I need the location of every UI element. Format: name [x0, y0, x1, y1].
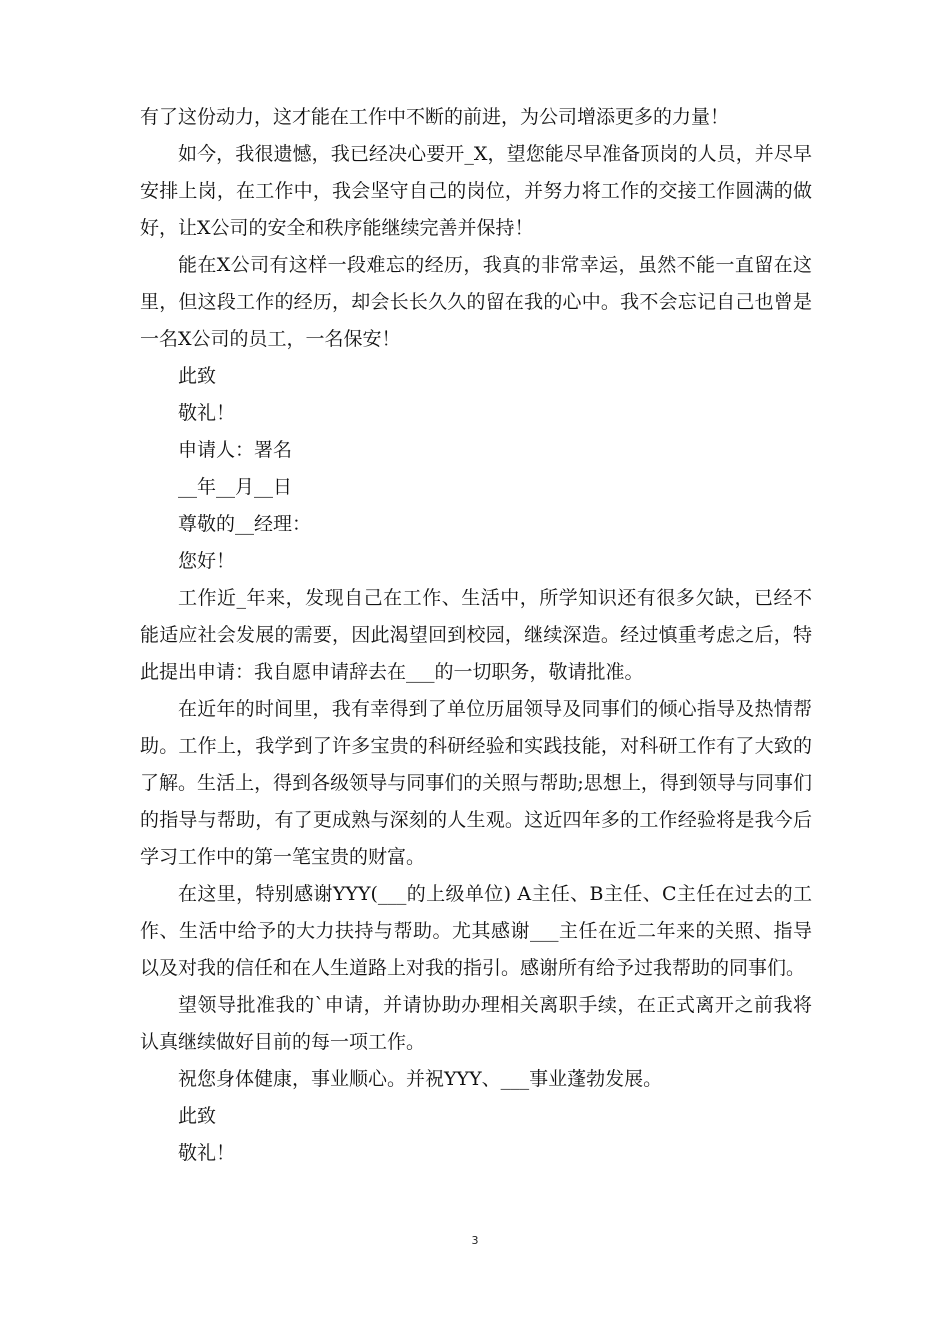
paragraph-wishes: 祝您身体健康，事业顺心。并祝YYY、___事业蓬勃发展。 [178, 1068, 663, 1090]
closing-cizhi-2: 此致 [178, 1105, 217, 1127]
closing-jingli-1: 敬礼！ [178, 402, 236, 424]
paragraph-thanks: 在这里，特别感谢YYY(___的上级单位) A主任、B主任、C主任在过去的工作、生活中给予的大力扶持与帮助。尤其感谢___主任在近二年来的关照、指导以及对我的信任和在人生道路上对我的指引。感谢所有给予过我帮助的同事们。 [140, 883, 812, 979]
page-number: 3 [471, 1234, 479, 1247]
closing-cizhi-1: 此致 [178, 365, 217, 387]
date-line: __年__月__日 [178, 476, 293, 498]
salutation: 尊敬的__经理： [178, 513, 312, 535]
greeting: 您好！ [178, 550, 236, 572]
closing-jingli-2: 敬礼！ [178, 1142, 236, 1164]
paragraph-3: 能在X公司有这样一段难忘的经历，我真的非常幸运，虽然不能一直留在这里，但这段工作的经历，却会长长久久的留在我的心中。我不会忘记自己也曾是一名X公司的员工，一名保安！ [140, 254, 812, 350]
paragraph-request: 望领导批准我的`申请，并请协助办理相关离职手续，在正式离开之前我将认真继续做好目前的每一项工作。 [140, 994, 812, 1053]
paragraph-1: 有了这份动力，这才能在工作中不断的前进，为公司增添更多的力量！ [140, 106, 730, 128]
paragraph-gratitude: 在近年的时间里，我有幸得到了单位历届领导及同事们的倾心指导及热情帮助。工作上，我学到了许多宝贵的科研经验和实践技能，对科研工作有了大致的了解。生活上，得到各级领导与同事们的关照与帮助;思想上，得到领导与同事们的指导与帮助，有了更成熟与深刻的人生观。这近四年多的工作经验将是我今后学习工作中的第一笔宝贵的财富。 [140, 698, 812, 868]
paragraph-2: 如今，我很遗憾，我已经决心要开_X，望您能尽早准备顶岗的人员，并尽早安排上岗，在工作中，我会坚守自己的岗位，并努力将工作的交接工作圆满的做好，让X公司的安全和秩序能继续完善并保持！ [140, 143, 812, 239]
applicant-signature: 申请人：署名 [178, 439, 293, 461]
document-body [140, 99, 812, 1172]
paragraph-reason: 工作近_年来，发现自己在工作、生活中，所学知识还有很多欠缺，已经不能适应社会发展的需要，因此渴望回到校园，继续深造。经过慎重考虑之后，特此提出申请：我自愿申请辞去在___的一切职务，敬请批准。 [140, 587, 812, 683]
